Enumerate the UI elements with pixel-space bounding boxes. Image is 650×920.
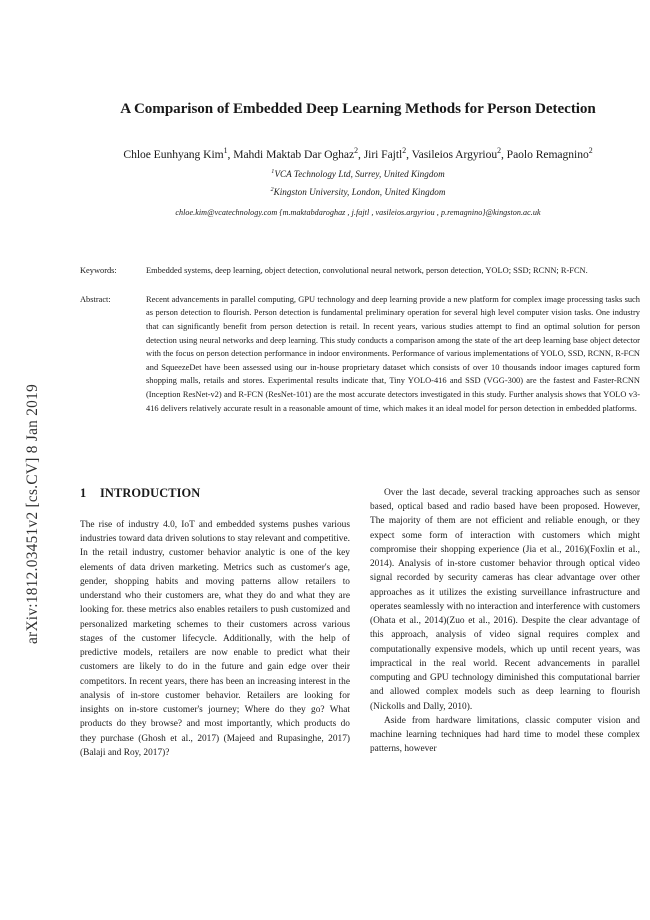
column-right: [370, 486, 640, 760]
abstract-label: Abstract:: [80, 295, 111, 305]
author-emails: chloe.kim@vcatechnology.com {m.maktabdaroghaz , j.fajtl , vasileios.argyriou , p.remagnino}@kingston.ac.uk: [175, 207, 541, 217]
section-heading: [80, 486, 350, 501]
author-list: [86, 146, 630, 164]
affiliation-marker-1: 1: [271, 168, 275, 175]
author-affiliation-marker-3: 2: [402, 146, 407, 156]
author-affiliation-marker-2: 2: [354, 146, 359, 156]
affiliation-1: [86, 167, 630, 182]
affiliation-marker-2: 2: [270, 186, 274, 194]
author-name-5: , Paolo Remagnino: [500, 148, 589, 162]
main-columns: [66, 486, 650, 760]
body-paragraph-left-1: The rise of industry 4.0, IoT and embedded systems pushes various industries toward data driven solutions to stay relevant and competitive. In the retail industry, customer behavior analytic is one of the key elements of data driven marketing. Metrics such as customer's age, gender, shopping habits and moving patterns allow retailers to understand who their customers are, what they do and what they are looking for. these metrics also enables retailers to push customized and personalized marketing schemes to their customers across various stages of the customer lifecycle. Additionally, with the help of predictive models, retailers are now enable to predict what their customers are likely to do in the future and gain edge over their competitors. In recent years, there has been an increasing interest in the analysis of in-store customer behavior. Retailers are looking for insights on in-store customer's journey; Where do they go? What products do they browse? and most importantly, which products do they purchase (Ghosh et al., 2017) (Majeed and Rupasinghe, 2017) (Balaji and Roy, 2017)?: [80, 520, 350, 758]
title-block: [66, 0, 650, 120]
section-title: INTRODUCTION: [100, 486, 201, 500]
affiliation-text-1: VCA Technology Ltd, Surrey, United Kingdom: [274, 169, 445, 180]
keywords-text: Embedded systems, deep learning, object detection, convolutional neural network, person detection, YOLO; SSD; RCNN; R-FCN.: [146, 265, 588, 275]
author-affiliation-marker-1: 1: [223, 146, 228, 156]
meta-block: [66, 219, 650, 416]
column-left: [80, 486, 350, 760]
page-title: A Comparison of Embedded Deep Learning Methods for Person Detection: [120, 101, 596, 117]
author-affiliation-marker-4: 2: [497, 146, 501, 156]
author-name-1: Chloe Eunhyang Kim: [123, 148, 224, 162]
affiliation-2: [86, 185, 630, 200]
arxiv-stamp: [0, 0, 66, 920]
section-number: 1: [80, 486, 87, 500]
keywords-label: Keywords:: [80, 266, 117, 276]
paper-page: [66, 0, 650, 920]
abstract-text: Recent advancements in parallel computing, GPU technology and deep learning provide a new platform for complex image processing tasks such as person detection to flourish. Person detection is fundamental preliminary operation for several high level computer vision tasks. One industry that can significantly benefit from person detection is retail. In recent years, various studies attempt to find an optimal solution for person detection using neural networks and deep learning. This study conducts a comparison among the state of the art deep learning base object detector with the focus on person detection performance in indoor environments. Performance of various implementations of YOLO, SSD, RCNN, R-FCN and SqueezeDet have been assessed using our in-house proprietary dataset which consists of over 10 thousands indoor images captured form shopping malls, retails and stores. Experimental results indicate that, Tiny YOLO-416 and SSD (VGG-300) are the fastest and Faster-RCNN (Inception ResNet-v2) and R-FCN (ResNet-101) are the most accurate detectors investigated in this study. Further analysis shows that YOLO v3-416 delivers relatively accurate result in a reasonable amount of time, which makes it an ideal model for person detection in embedded platforms.: [146, 294, 640, 413]
author-name-3: , Jiri Fajtl: [358, 148, 403, 162]
body-paragraph-right-2: Aside from hardware limitations, classic computer vision and machine learning techniques had hard time to model these complex patterns, however: [370, 715, 640, 755]
keywords-row: [80, 264, 640, 278]
author-name-2: , Mahdi Maktab Dar Oghaz: [227, 148, 355, 162]
author-block: [66, 120, 650, 218]
body-paragraph-right-1: Over the last decade, several tracking approaches such as sensor based, optical based and radio based have been proposed. However, The majority of them are not efficient and reliable enough, or they expect some form of interaction with customers which might compromise their shopping experience (Jia et al., 2016)(Foxlin et al., 2014). Analysis of in-store customer behavior through optical video signal recorded by security cameras has clear advantage over other approaches as it utilizes the existing surveillance infrastructure and operates seamlessly with no interaction and interference with customers (Ohata et al., 2014)(Zuo et al., 2016). Despite the clear advantage of this approach, analysis of video signal requires complex and computationally expensive models, which up until recent years, was impractical in the real world. Recent advancements in parallel computing and GPU technology diminished this computational barrier and allowed complex models such as deep learning to flourish (Nickolls and Dally, 2010).: [370, 488, 640, 712]
affiliation-text-2: Kingston University, London, United Kingdom: [273, 187, 446, 198]
abstract-row: [80, 293, 640, 415]
author-affiliation-marker-5: 2: [588, 146, 593, 156]
arxiv-stamp-text: arXiv:1812.03451v2 [cs.CV] 8 Jan 2019: [24, 383, 41, 645]
author-name-4: , Vasileios Argyriou: [406, 148, 498, 162]
